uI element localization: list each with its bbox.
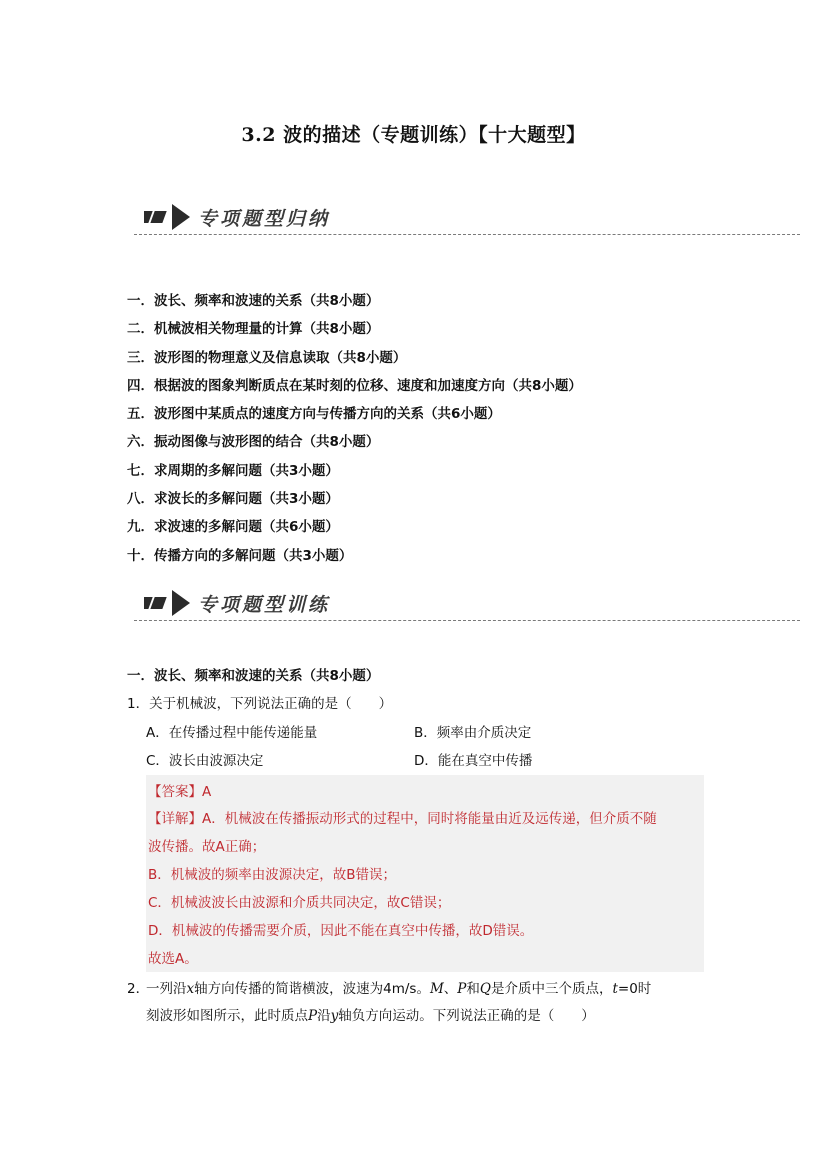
- text-span: 一列沿: [146, 981, 187, 997]
- text-span: 刻波形如图所示，此时质点: [146, 1008, 308, 1024]
- topic-item: 九．求波速的多解问题（共6小题）: [127, 519, 339, 536]
- question-2-line-1: [146, 977, 651, 997]
- topic-item: 三．波形图的物理意义及信息读取（共8小题）: [127, 349, 407, 366]
- topic-item: 四．根据波的图象判断质点在某时刻的位移、速度和加速度方向（共8小题）: [127, 377, 582, 394]
- topic-item: 六．振动图像与波形图的结合（共8小题）: [127, 434, 380, 451]
- var-q: Q: [479, 981, 491, 997]
- option-c: C．波长由波源决定: [146, 753, 264, 769]
- option-a: A．在传播过程中能传递能量: [146, 725, 318, 741]
- detail-line: 波传播。故A正确；: [148, 839, 266, 855]
- dashed-divider: [134, 620, 800, 621]
- option-b: B．频率由介质决定: [414, 725, 532, 741]
- answer-label: 【答案】A: [148, 784, 212, 800]
- detail-line: B．机械波的频率由波源决定，故B错误；: [148, 867, 397, 883]
- text-span: 、: [443, 981, 458, 997]
- var-m: M: [429, 981, 444, 997]
- text-span: 轴方向传播的简谐横波，波速为4m/s。: [194, 981, 430, 997]
- var-p: P: [457, 981, 467, 997]
- topic-item: 二．机械波相关物理量的计算（共8小题）: [127, 321, 380, 338]
- question-2-line-2: [146, 1004, 595, 1024]
- section-banner-training: [140, 582, 800, 626]
- answer-explanation: [146, 775, 704, 972]
- topic-item: 一．波长、频率和波速的关系（共8小题）: [127, 293, 380, 309]
- text-span: 和: [466, 981, 480, 997]
- detail-line: C．机械波波长由波源和介质共同决定，故C错误；: [148, 895, 451, 911]
- section-heading: 一．波长、频率和波速的关系（共8小题）: [127, 668, 380, 684]
- question-1-stem: 1．关于机械波，下列说法正确的是（ ）: [127, 696, 393, 712]
- topic-item: 五．波形图中某质点的速度方向与传播方向的关系（共6小题）: [127, 406, 501, 423]
- banner-text: 专项题型训练: [198, 594, 331, 616]
- text-span: 轴负方向运动。下列说法正确的是（ ）: [338, 1008, 595, 1024]
- topic-item: 七．求周期的多解问题（共3小题）: [127, 462, 339, 479]
- topic-item: 八．求波长的多解问题（共3小题）: [127, 491, 339, 508]
- text-span: =0时: [617, 981, 652, 997]
- topic-list: [127, 287, 582, 570]
- detail-line: D．机械波的传播需要介质，因此不能在真空中传播，故D错误。: [148, 923, 534, 939]
- page-title: 3.2 波的描述（专题训练）【十大题型】: [241, 124, 586, 146]
- var-x: x: [186, 981, 195, 997]
- question-2-number: 2．: [127, 981, 150, 997]
- section-banner-summary: [140, 196, 800, 240]
- var-t: t: [612, 981, 618, 997]
- arrow-icon: [144, 588, 192, 618]
- banner-text: 专项题型归纳: [198, 208, 331, 230]
- var-y: y: [330, 1008, 339, 1024]
- topic-item: 十．传播方向的多解问题（共3小题）: [127, 547, 353, 564]
- text-span: 沿: [317, 1008, 331, 1024]
- text-span: 是介质中三个质点，: [490, 981, 613, 997]
- detail-line: 【详解】A．机械波在传播振动形式的过程中，同时将能量由近及远传递，但介质不随: [148, 811, 657, 827]
- var-p: P: [308, 1008, 318, 1024]
- arrow-icon: [144, 202, 192, 232]
- dashed-divider: [134, 234, 800, 235]
- option-d: D．能在真空中传播: [414, 753, 533, 769]
- conclusion-line: 故选A。: [148, 951, 198, 967]
